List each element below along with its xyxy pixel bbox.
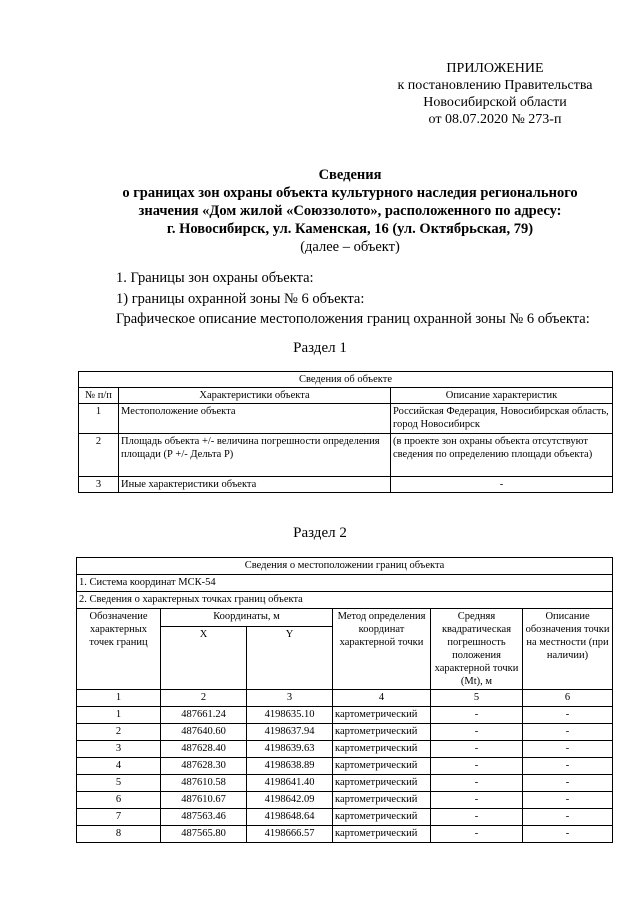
cell: 4	[333, 690, 431, 707]
cell: 4198666.57	[247, 826, 333, 843]
appendix-line: от 08.07.2020 № 273-п	[428, 112, 562, 127]
cell: -	[431, 809, 523, 826]
cell: картометрический	[333, 758, 431, 775]
cell: картометрический	[333, 775, 431, 792]
boundary-points-table	[76, 557, 613, 843]
table-row	[79, 434, 613, 477]
cell: -	[431, 724, 523, 741]
cell: 4198637.94	[247, 724, 333, 741]
cell: -	[431, 707, 523, 724]
cell: картометрический	[333, 741, 431, 758]
cell: -	[523, 826, 613, 843]
header-designation: Обозначение характерных точек границ	[77, 609, 161, 690]
cell: 1	[77, 707, 161, 724]
table-row	[77, 741, 613, 758]
cell: -	[431, 741, 523, 758]
cell: 487563.46	[161, 809, 247, 826]
cell: 4198638.89	[247, 758, 333, 775]
cell: -	[523, 809, 613, 826]
appendix-line: Новосибирской области	[423, 95, 567, 110]
cell: -	[431, 826, 523, 843]
header-coordinates: Координаты, м	[161, 609, 333, 627]
intro-line: Графическое описание местоположения границ охранной зоны № 6 объекта:	[116, 311, 590, 327]
cell: -	[523, 758, 613, 775]
cell: Российская Федерация, Новосибирская область, город Новосибирск	[391, 404, 613, 434]
table-row	[77, 792, 613, 809]
table-caption: Сведения о местоположении границ объекта	[77, 558, 613, 575]
cell: картометрический	[333, 809, 431, 826]
section-1-title: Раздел 1	[293, 340, 347, 356]
appendix-line: к постановлению Правительства	[397, 78, 593, 93]
table-row	[77, 707, 613, 724]
header-characteristic: Характеристики объекта	[119, 388, 391, 404]
cell: 487610.67	[161, 792, 247, 809]
cell: 4198635.10	[247, 707, 333, 724]
header-method: Метод определения координат характерной точки	[333, 609, 431, 690]
appendix-block	[380, 60, 610, 128]
points-caption: 2. Сведения о характерных точках границ объекта	[77, 592, 613, 609]
cell: -	[523, 741, 613, 758]
cell: 6	[77, 792, 161, 809]
cell: 4198648.64	[247, 809, 333, 826]
cell: 487661.24	[161, 707, 247, 724]
cell: 487610.58	[161, 775, 247, 792]
document-title	[60, 166, 640, 256]
cell: 487640.60	[161, 724, 247, 741]
cell: 8	[77, 826, 161, 843]
intro-line: 1) границы охранной зоны № 6 объекта:	[116, 290, 365, 307]
cell: 4	[77, 758, 161, 775]
table-caption: Сведения об объекте	[79, 372, 613, 388]
object-info-table	[78, 371, 613, 493]
header-accuracy: Средняя квадратическая погрешность положения характерной точки (Mt), м	[431, 609, 523, 690]
cell: Местоположение объекта	[119, 404, 391, 434]
cell: картометрический	[333, 707, 431, 724]
section-2-title: Раздел 2	[293, 525, 347, 541]
header-number: № п/п	[79, 388, 119, 404]
cell: картометрический	[333, 724, 431, 741]
header-description: Описание характеристик	[391, 388, 613, 404]
cell: 2	[77, 724, 161, 741]
cell: 6	[523, 690, 613, 707]
cell: -	[523, 792, 613, 809]
cell: картометрический	[333, 792, 431, 809]
cell: Иные характеристики объекта	[119, 477, 391, 493]
cell: -	[523, 724, 613, 741]
cell: 5	[431, 690, 523, 707]
cell: 487628.40	[161, 741, 247, 758]
cell: (в проекте зон охраны объекта отсутствуют сведения по определению площади объекта)	[391, 434, 613, 477]
cell: 2	[161, 690, 247, 707]
cell: -	[391, 477, 613, 493]
cell: 487565.80	[161, 826, 247, 843]
cell: -	[523, 707, 613, 724]
coordinate-system: 1. Система координат МСК-54	[77, 575, 613, 592]
title-heading: Сведения	[318, 167, 382, 183]
table-row	[79, 477, 613, 493]
cell: 4198642.09	[247, 792, 333, 809]
cell: -	[523, 775, 613, 792]
cell: 3	[247, 690, 333, 707]
header-description: Описание обозначения точки на местности (при наличии)	[523, 609, 613, 690]
table-row	[77, 724, 613, 741]
title-line: значения «Дом жилой «Союззолото», расположенного по адресу:	[138, 203, 562, 219]
points-body	[77, 707, 613, 843]
cell: -	[431, 792, 523, 809]
intro-line: 1. Границы зон охраны объекта:	[116, 270, 314, 286]
table-row	[77, 809, 613, 826]
cell: 1	[77, 690, 161, 707]
cell: 3	[79, 477, 119, 493]
cell: картометрический	[333, 826, 431, 843]
title-line: г. Новосибирск, ул. Каменская, 16 (ул. Октябрьская, 79)	[166, 221, 534, 237]
header-y: Y	[247, 627, 333, 690]
cell: -	[431, 758, 523, 775]
title-line: (далее – объект)	[300, 239, 400, 255]
cell: 4198639.63	[247, 741, 333, 758]
table-row	[77, 826, 613, 843]
cell: -	[431, 775, 523, 792]
column-numbers-row	[77, 690, 613, 707]
cell: 487628.30	[161, 758, 247, 775]
header-x: X	[161, 627, 247, 690]
table-row	[79, 404, 613, 434]
cell: Площадь объекта +/- величина погрешности определения площади (Р +/- Дельта Р)	[119, 434, 391, 477]
cell: 3	[77, 741, 161, 758]
intro-block	[116, 268, 590, 330]
title-line: о границах зон охраны объекта культурного наследия регионального	[122, 185, 578, 201]
table-row	[77, 775, 613, 792]
appendix-line: ПРИЛОЖЕНИЕ	[446, 61, 544, 76]
cell: 5	[77, 775, 161, 792]
table-row	[77, 758, 613, 775]
cell: 1	[79, 404, 119, 434]
cell: 4198641.40	[247, 775, 333, 792]
cell: 2	[79, 434, 119, 477]
cell: 7	[77, 809, 161, 826]
